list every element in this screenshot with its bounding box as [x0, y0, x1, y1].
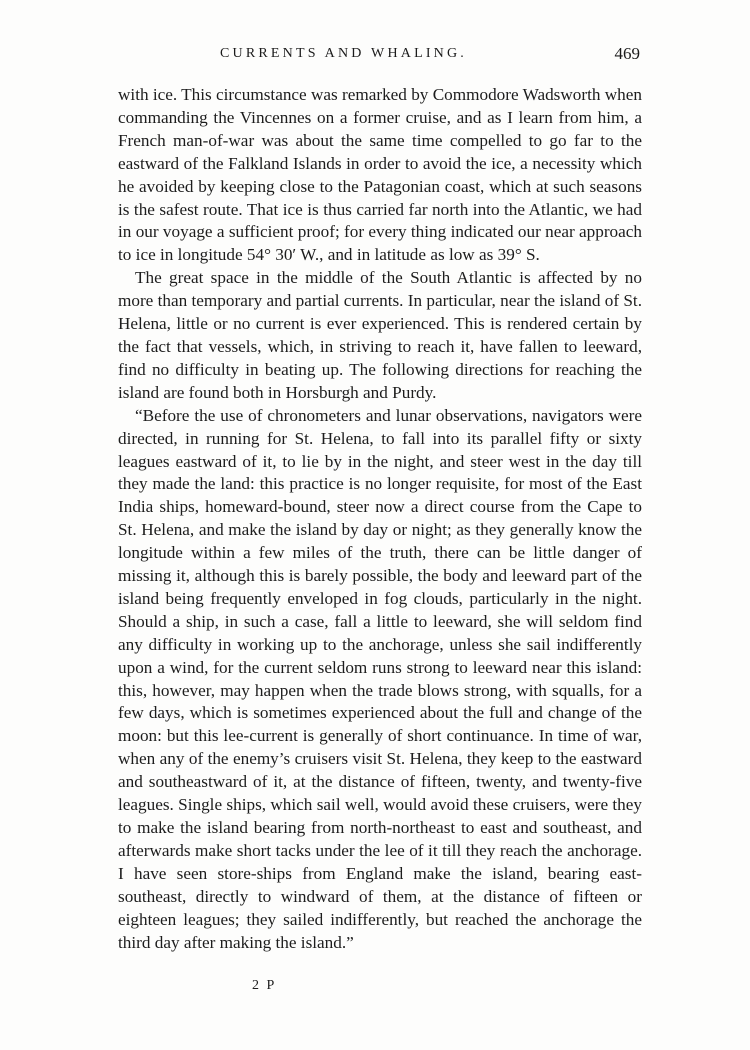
signature-mark: 2 P [252, 978, 277, 993]
page-number: 469 [614, 44, 640, 63]
running-head [120, 44, 640, 68]
body-text [118, 84, 642, 954]
paragraph-quotation: “Before the use of chronometers and lunar observations, navigators were directed, in running for St. Helena, to fall into its parallel fifty or sixty leagues eastward of it, to lie by in the night, and steer west in the day till they made the land: this practice is no longer requisite, for most of the East India ships, homeward-bound, steer now a direct course from the Cape to St. Helena, and make the island by day or night; as they generally know the longitude within a few miles of the truth, there can be little danger of missing it, although this is barely possible, the body and leeward part of the island being frequently enveloped in fog clouds, particularly in the night. Should a ship, in such a case, fall a little to leeward, she will seldom find any difficulty in working up to the anchorage, unless she sail indifferently upon a wind, for the current seldom runs strong to leeward near this island: this, however, may happen when the trade blows strong, with squalls, for a few days, which is sometimes experienced about the full and change of the moon: but this lee-current is generally of short continuance. In time of war, when any of the enemy’s cruisers visit St. Helena, they keep to the eastward and southeastward of it, at the distance of fifteen, twenty, and twenty-five leagues. Single ships, which sail well, would avoid these cruisers, were they to make the island bearing from north-northeast to east and southeast, and afterwards make short tacks under the lee of it till they reach the anchorage. I have seen store-ships from England make the island, bearing east-southeast, directly to windward of them, at the distance of fifteen or eighteen leagues; they sailed indifferently, but reached the anchorage the third day after making the island.” [118, 405, 642, 952]
running-title: CURRENTS AND WHALING. [220, 46, 467, 61]
paragraph-continued: with ice. This circumstance was remarked by Commodore Wadsworth when commanding the Vincennes on a former cruise, and as I learn from him, a French man-of-war was about the same time compelled to go far to the eastward of the Falkland Islands in order to avoid the ice, a necessity which he avoided by keeping close to the Patagonian coast, which at such seasons is the safest route. That ice is thus carried far north into the Atlantic, we had in our voyage a sufficient proof; for every thing indicated our near approach to ice in longitude 54° 30′ W., and in latitude as low as 39° S. [118, 85, 642, 265]
paragraph-south-atlantic: The great space in the middle of the South Atlantic is affected by no more than temporary and partial currents. In particular, near the island of St. Helena, little or no current is ever experienced. This is rendered certain by the fact that vessels, which, in striving to reach it, have fallen to leeward, find no difficulty in beating up. The following directions for reaching the island are found both in Horsburgh and Purdy. [118, 268, 642, 402]
